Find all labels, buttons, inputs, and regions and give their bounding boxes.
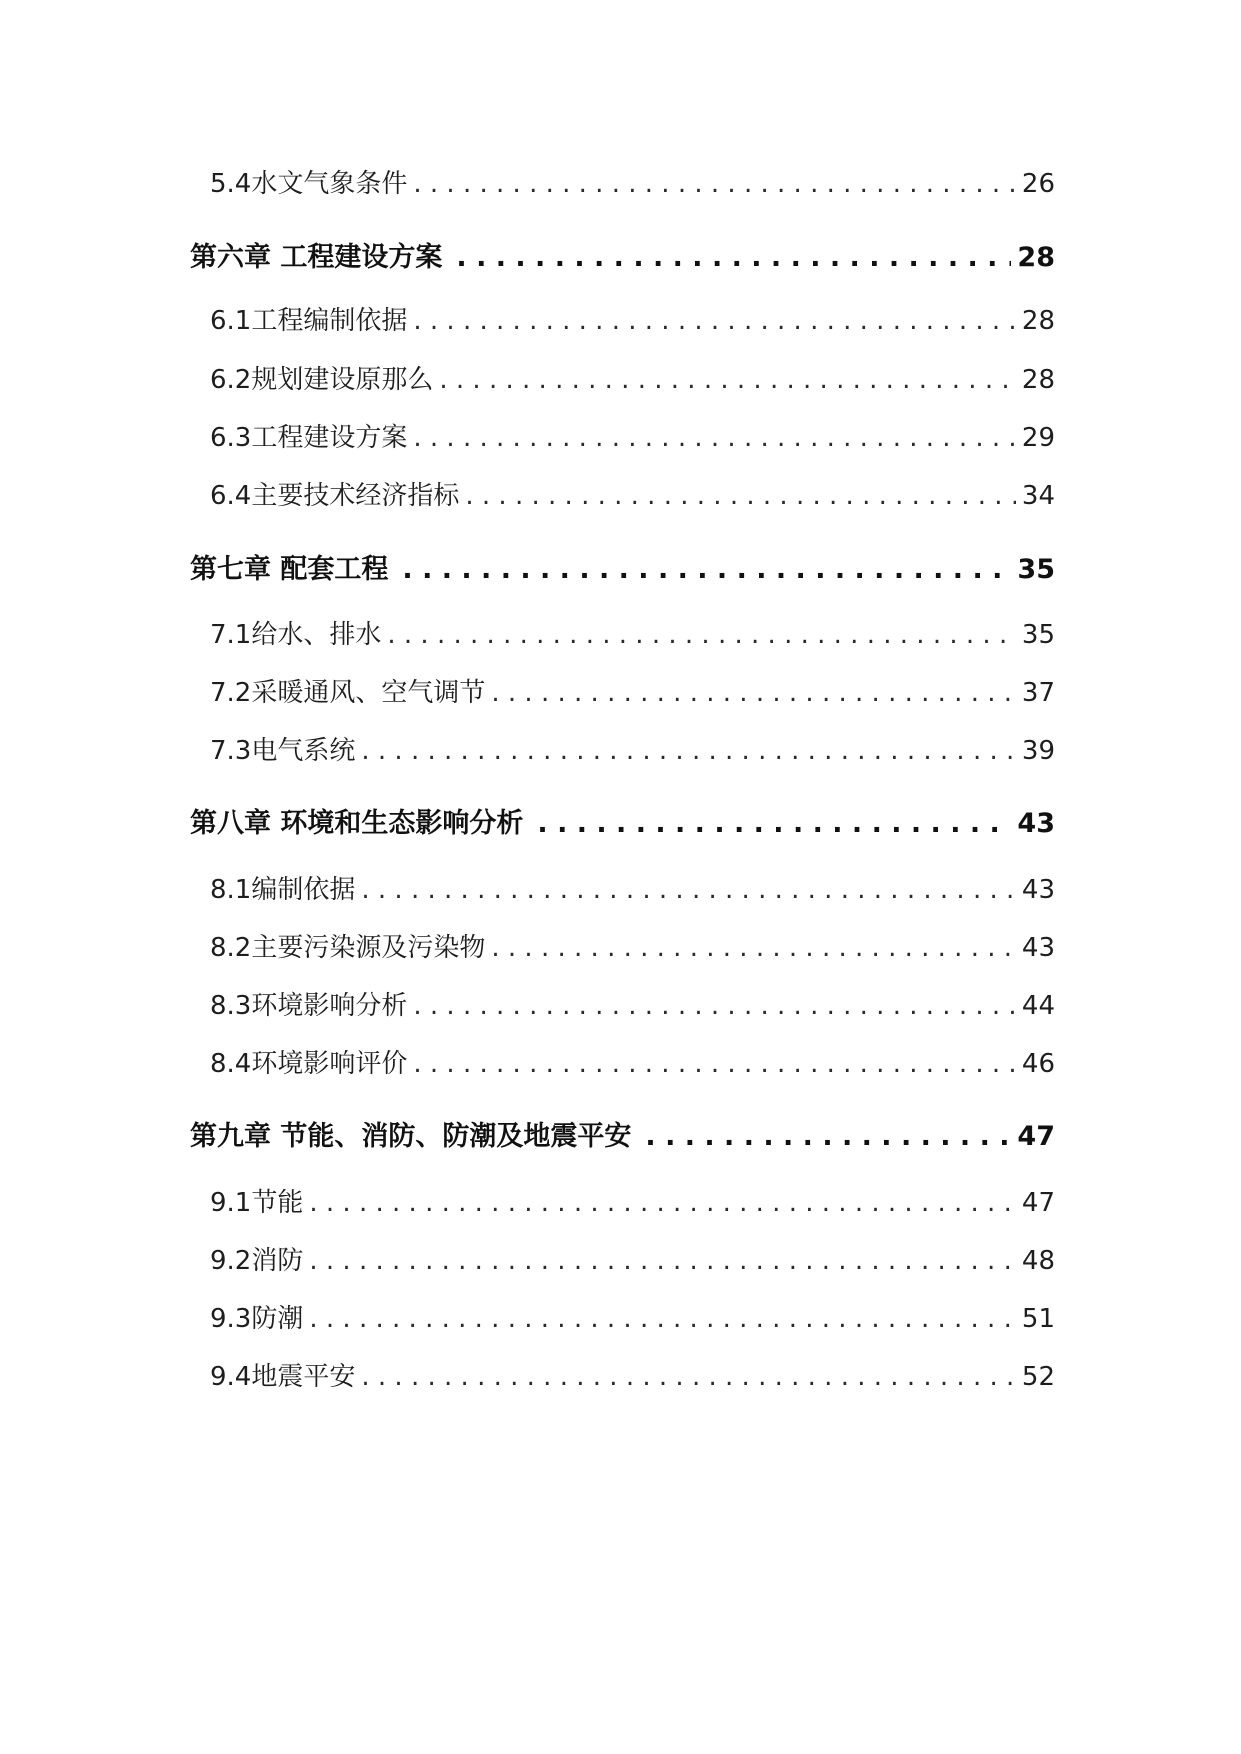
toc-chapter-9[interactable] bbox=[190, 1114, 1055, 1153]
toc-entry-page: 44 bbox=[1021, 991, 1055, 1021]
toc-entry-label: 6.2规划建设原那么 bbox=[210, 365, 434, 395]
dot-leader bbox=[413, 306, 1016, 336]
toc-entry-6-4[interactable] bbox=[210, 475, 1055, 512]
toc-entry-9-1[interactable] bbox=[210, 1182, 1055, 1219]
toc-entry-label: 9.2消防 bbox=[210, 1246, 304, 1276]
toc-entry-label: 6.1工程编制依据 bbox=[210, 306, 408, 336]
toc-entry-page: 48 bbox=[1021, 1246, 1055, 1276]
dot-leader bbox=[465, 481, 1016, 511]
dot-leader bbox=[491, 933, 1016, 963]
toc-entry-label: 8.1编制依据 bbox=[210, 875, 356, 905]
toc-entry-label: 9.1节能 bbox=[210, 1188, 304, 1218]
toc-chapter-6[interactable] bbox=[190, 235, 1055, 274]
toc-entry-label: 6.3工程建设方案 bbox=[210, 423, 408, 453]
toc-entry-8-4[interactable] bbox=[210, 1043, 1055, 1080]
dot-leader bbox=[387, 620, 1016, 650]
dot-leader bbox=[456, 242, 1011, 273]
dot-leader bbox=[309, 1246, 1016, 1276]
dot-leader bbox=[413, 169, 1016, 199]
dot-leader bbox=[645, 1121, 1011, 1152]
dot-leader bbox=[491, 678, 1016, 708]
toc-chapter-label: 第六章 工程建设方案 bbox=[190, 242, 443, 273]
toc-entry-label: 7.1给水、排水 bbox=[210, 620, 382, 650]
toc-entry-label: 8.3环境影响分析 bbox=[210, 991, 408, 1021]
toc-entry-7-2[interactable] bbox=[210, 672, 1055, 709]
toc-entry-page: 29 bbox=[1021, 423, 1055, 453]
toc-entry-page: 47 bbox=[1021, 1188, 1055, 1218]
dot-leader bbox=[537, 808, 1011, 839]
dot-leader bbox=[309, 1188, 1016, 1218]
toc-chapter-8[interactable] bbox=[190, 801, 1055, 840]
toc-entry-8-3[interactable] bbox=[210, 985, 1055, 1022]
toc-entry-6-2[interactable] bbox=[210, 359, 1055, 396]
toc-entry-page: 46 bbox=[1021, 1049, 1055, 1079]
toc-entry-9-2[interactable] bbox=[210, 1240, 1055, 1277]
dot-leader bbox=[402, 554, 1011, 585]
toc-entry-page: 43 bbox=[1021, 875, 1055, 905]
toc-entry-7-3[interactable] bbox=[210, 730, 1055, 767]
toc-entry-8-2[interactable] bbox=[210, 927, 1055, 964]
toc-entry-page: 35 bbox=[1021, 620, 1055, 650]
dot-leader bbox=[413, 423, 1016, 453]
toc-chapter-label: 第八章 环境和生态影响分析 bbox=[190, 808, 524, 839]
toc-chapter-label: 第九章 节能、消防、防潮及地震平安 bbox=[190, 1121, 632, 1152]
toc-entry-7-1[interactable] bbox=[210, 614, 1055, 651]
toc-entry-page: 28 bbox=[1021, 306, 1055, 336]
toc-entry-page: 26 bbox=[1021, 169, 1055, 199]
toc-chapter-page: 47 bbox=[1017, 1121, 1055, 1152]
dot-leader bbox=[309, 1304, 1016, 1334]
toc-entry-page: 43 bbox=[1021, 933, 1055, 963]
toc-chapter-page: 28 bbox=[1017, 242, 1055, 273]
toc-entry-page: 37 bbox=[1021, 678, 1055, 708]
toc-entry-page: 39 bbox=[1021, 736, 1055, 766]
toc-entry-9-4[interactable] bbox=[210, 1356, 1055, 1393]
toc-entry-page: 28 bbox=[1021, 365, 1055, 395]
toc-entry-5-4[interactable] bbox=[210, 163, 1055, 200]
toc-entry-6-3[interactable] bbox=[210, 417, 1055, 454]
toc-entry-label: 7.2采暖通风、空气调节 bbox=[210, 678, 486, 708]
toc-entry-9-3[interactable] bbox=[210, 1298, 1055, 1335]
toc-entry-page: 52 bbox=[1021, 1362, 1055, 1392]
dot-leader bbox=[413, 991, 1016, 1021]
toc-chapter-page: 43 bbox=[1017, 808, 1055, 839]
toc-entry-label: 9.3防潮 bbox=[210, 1304, 304, 1334]
toc-entry-page: 51 bbox=[1021, 1304, 1055, 1334]
toc-chapter-label: 第七章 配套工程 bbox=[190, 554, 389, 585]
dot-leader bbox=[439, 365, 1016, 395]
toc-entry-8-1[interactable] bbox=[210, 869, 1055, 906]
toc-entry-label: 8.2主要污染源及污染物 bbox=[210, 933, 486, 963]
toc-entry-label: 9.4地震平安 bbox=[210, 1362, 356, 1392]
dot-leader bbox=[413, 1049, 1016, 1079]
dot-leader bbox=[361, 736, 1016, 766]
dot-leader bbox=[361, 1362, 1016, 1392]
toc-entry-page: 34 bbox=[1021, 481, 1055, 511]
dot-leader bbox=[361, 875, 1016, 905]
toc-entry-6-1[interactable] bbox=[210, 300, 1055, 337]
toc-chapter-page: 35 bbox=[1017, 554, 1055, 585]
toc-entry-label: 5.4水文气象条件 bbox=[210, 169, 408, 199]
toc-entry-label: 7.3电气系统 bbox=[210, 736, 356, 766]
toc-entry-label: 8.4环境影响评价 bbox=[210, 1049, 408, 1079]
toc-chapter-7[interactable] bbox=[190, 547, 1055, 586]
toc-entry-label: 6.4主要技术经济指标 bbox=[210, 481, 460, 511]
